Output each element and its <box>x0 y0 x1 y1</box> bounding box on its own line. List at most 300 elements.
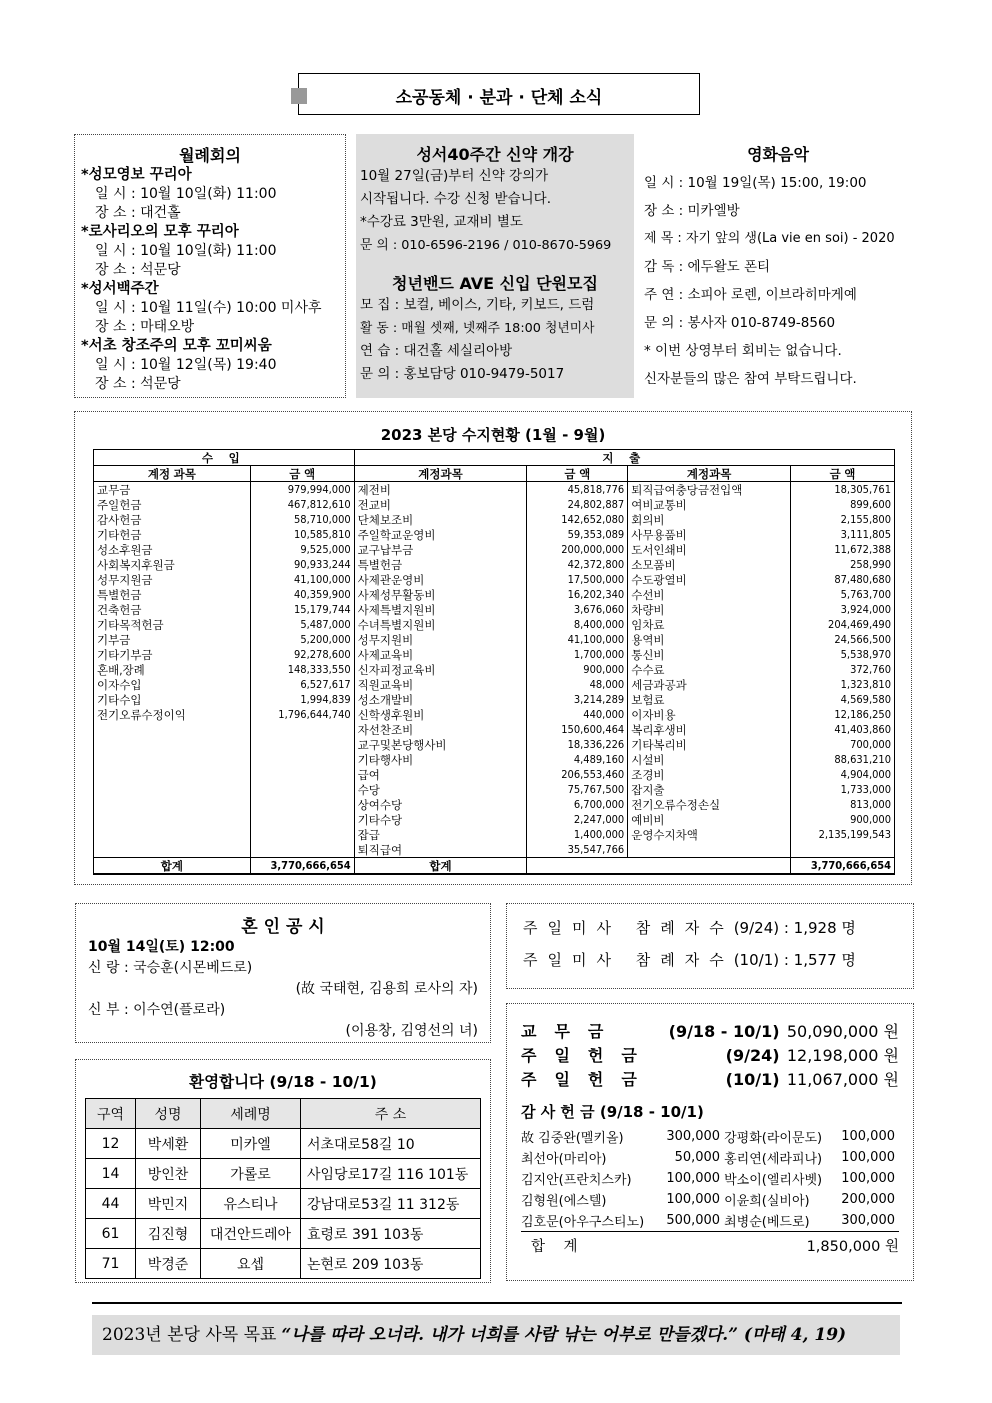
donor: 최선아(마리아) <box>521 1152 607 1167</box>
col-item: 계정과목 <box>354 466 527 482</box>
income-amount <box>250 767 354 782</box>
income-item: 사회복지후원금 <box>94 557 251 572</box>
offering-amount: 50,090,000 원 <box>786 1022 899 1041</box>
address: 논현로 209 103동 <box>301 1249 481 1279</box>
expense-item: 사제교육비 <box>354 647 527 662</box>
movie-line: 일 시 : 10월 19일(목) 15:00, 19:00 <box>644 175 867 191</box>
income-item <box>94 827 251 842</box>
expense-item: 시설비 <box>628 752 791 767</box>
income-amount: 40,359,900 <box>250 587 354 602</box>
expense-amount: 1,733,000 <box>791 782 895 797</box>
expense-amount: 4,569,580 <box>791 692 895 707</box>
col-baptism: 세례명 <box>201 1099 301 1129</box>
bible-line: 시작됩니다. 수강 신청 받습니다. <box>360 191 551 207</box>
expense-amount: 150,600,464 <box>527 722 628 737</box>
income-amount: 1,994,839 <box>250 692 354 707</box>
col-item: 계정 과목 <box>94 466 251 482</box>
expense-item: 상여수당 <box>354 797 527 812</box>
movie-line: 신자분들의 많은 참여 부탁드립니다. <box>644 371 857 387</box>
expense-item: 조경비 <box>628 767 791 782</box>
expense-item: 성소개발비 <box>354 692 527 707</box>
expense-amount: 206,553,460 <box>527 767 628 782</box>
table-row <box>94 722 895 737</box>
baptism-name: 미카엘 <box>201 1129 301 1159</box>
expense-amount: 813,000 <box>791 797 895 812</box>
expense-item: 도서인쇄비 <box>628 542 791 557</box>
expense-amount: 24,802,887 <box>527 497 628 512</box>
meeting-name: *성모영보 꾸리아 <box>81 167 192 183</box>
expense-item: 용역비 <box>628 632 791 647</box>
offering-summary-row <box>521 1044 899 1068</box>
income-item: 혼배,장례 <box>94 662 251 677</box>
movie-line: 문 의 : 봉사자 010-8749-8560 <box>644 315 836 331</box>
finance-group-row <box>94 450 895 466</box>
expense-amount: 87,480,680 <box>791 572 895 587</box>
income-item: 성소후원금 <box>94 542 251 557</box>
expense-item: 전기오류수정손실 <box>628 797 791 812</box>
section-header <box>298 73 700 115</box>
total-expense: 3,770,666,654 <box>791 858 895 875</box>
meeting-item <box>81 223 339 280</box>
income-item: 감사헌금 <box>94 512 251 527</box>
income-amount: 979,994,000 <box>250 482 354 498</box>
offering-summary-row <box>521 1068 899 1092</box>
meeting-place: 장 소 : 석문당 <box>95 262 181 278</box>
finance-title: 2023 본당 수지현황 (1월 - 9월) <box>380 426 606 444</box>
district: 71 <box>86 1249 136 1279</box>
expense-item: 전교비 <box>354 497 527 512</box>
district: 44 <box>86 1189 136 1219</box>
income-amount <box>250 827 354 842</box>
offering-label: 교무금 <box>521 1022 622 1041</box>
income-item: 주일헌금 <box>94 497 251 512</box>
table-row <box>94 647 895 662</box>
expense-amount: 11,672,388 <box>791 542 895 557</box>
donation: 100,000 <box>666 1171 721 1186</box>
expense-item: 수도광열비 <box>628 572 791 587</box>
income-item <box>94 782 251 797</box>
expense-item: 예비비 <box>628 812 791 827</box>
table-row <box>521 1189 899 1210</box>
expense-amount: 3,924,000 <box>791 602 895 617</box>
thanks-title: 감 사 헌 금 (9/18 - 10/1) <box>521 1103 704 1121</box>
donor: 최병순(베드로) <box>724 1210 834 1232</box>
bride-parents: (이용창, 김영선의 녀) <box>345 1023 478 1039</box>
table-row <box>86 1129 481 1159</box>
income-amount: 148,333,550 <box>250 662 354 677</box>
offering-period: (9/18 - 10/1) <box>668 1022 780 1041</box>
table-row <box>94 782 895 797</box>
district: 61 <box>86 1219 136 1249</box>
expense-amount <box>791 842 895 858</box>
income-amount: 41,100,000 <box>250 572 354 587</box>
income-amount <box>250 722 354 737</box>
table-row <box>94 527 895 542</box>
expense-item: 퇴직급여충당금전입액 <box>628 482 791 498</box>
groom: 신 랑 : 국승훈(시몬베드로) <box>88 960 253 976</box>
donor: 김형원(에스텔) <box>521 1194 607 1209</box>
monthly-meeting-box <box>74 134 346 398</box>
bible-line: 문 의 : 010-6596-2196 / 010-8670-5969 <box>360 238 612 253</box>
offering-period: (9/24) <box>725 1046 780 1065</box>
expense-item: 급여 <box>354 767 527 782</box>
band-title: 청년밴드 AVE 신입 단원모집 <box>392 274 598 293</box>
offering-period: (10/1) <box>725 1070 780 1089</box>
expense-amount: 5,763,700 <box>791 587 895 602</box>
address: 사임당로17길 116 101동 <box>301 1159 481 1189</box>
donation: 100,000 <box>841 1129 895 1144</box>
income-amount <box>250 782 354 797</box>
thanks-total <box>521 1232 899 1262</box>
movie-box <box>642 134 914 398</box>
marriage-notice <box>75 903 491 1043</box>
district: 14 <box>86 1159 136 1189</box>
table-row <box>86 1219 481 1249</box>
baptism-name: 대건안드레아 <box>201 1219 301 1249</box>
welcome-header-row <box>86 1099 481 1129</box>
income-item <box>94 722 251 737</box>
expense-amount: 2,135,199,543 <box>791 827 895 842</box>
donor: 강평화(라이문도) <box>724 1131 823 1146</box>
expense-item: 기타복리비 <box>628 737 791 752</box>
attendance-line <box>523 912 897 944</box>
attendance-box <box>506 903 914 989</box>
expense-item: 통신비 <box>628 647 791 662</box>
name: 방인찬 <box>136 1159 201 1189</box>
expense-amount: 59,353,089 <box>527 527 628 542</box>
finance-box <box>74 411 912 885</box>
expense-item: 기타수당 <box>354 812 527 827</box>
expense-item: 임차료 <box>628 617 791 632</box>
meeting-place: 장 소 : 마태오방 <box>95 319 195 335</box>
meeting-item <box>81 166 339 223</box>
table-row <box>86 1189 481 1219</box>
expense-item <box>628 842 791 858</box>
expense-amount: 41,403,860 <box>791 722 895 737</box>
bible-title: 성서40주간 신약 개강 <box>416 145 574 164</box>
welcome-title: 환영합니다 (9/18 - 10/1) <box>189 1073 377 1091</box>
donor: 홍리연(세라피나) <box>724 1152 823 1167</box>
income-item: 특별헌금 <box>94 587 251 602</box>
income-amount <box>250 752 354 767</box>
movie-line: 감 독 : 에두왈도 폰티 <box>644 259 771 275</box>
income-amount: 5,487,000 <box>250 617 354 632</box>
income-amount: 58,710,000 <box>250 512 354 527</box>
expense-item: 주일학교운영비 <box>354 527 527 542</box>
expense-amount: 75,767,500 <box>527 782 628 797</box>
expense-amount: 48,000 <box>527 677 628 692</box>
income-item: 전기오류수정이익 <box>94 707 251 722</box>
baptism-name: 유스티나 <box>201 1189 301 1219</box>
donation: 500,000 <box>659 1210 724 1232</box>
expense-amount: 700,000 <box>791 737 895 752</box>
empty-cell <box>628 858 791 875</box>
footer-prefix: 2023년 본당 사목 목표 <box>102 1325 277 1345</box>
expense-item: 회의비 <box>628 512 791 527</box>
expense-item: 제전비 <box>354 482 527 498</box>
donation: 100,000 <box>666 1192 721 1207</box>
donor: 故 김중완(멜키올) <box>521 1131 624 1146</box>
marriage-date: 10월 14일(토) 12:00 <box>88 939 235 955</box>
expense-item: 퇴직급여 <box>354 842 527 858</box>
table-row <box>94 542 895 557</box>
income-item: 기타기부금 <box>94 647 251 662</box>
total-label: 합 계 <box>531 1239 578 1255</box>
income-amount <box>250 842 354 858</box>
income-amount: 10,585,810 <box>250 527 354 542</box>
expense-amount: 41,100,000 <box>527 632 628 647</box>
expense-amount: 4,489,160 <box>527 752 628 767</box>
expense-item: 기타행사비 <box>354 752 527 767</box>
expense-amount: 4,904,000 <box>791 767 895 782</box>
expense-item: 복리후생비 <box>628 722 791 737</box>
table-row <box>94 662 895 677</box>
col-amount: 금 액 <box>791 466 895 482</box>
attendance-value: : 1,928 명 <box>779 919 856 937</box>
income-amount <box>250 797 354 812</box>
expense-amount: 258,990 <box>791 557 895 572</box>
table-row <box>94 497 895 512</box>
attendance-period: (9/24) <box>733 919 780 937</box>
donation: 200,000 <box>841 1192 895 1207</box>
expense-amount: 204,469,490 <box>791 617 895 632</box>
total-label: 합계 <box>94 858 251 875</box>
movie-line: 제 목 : 자기 앞의 생(La vie en soi) - 2020 <box>644 231 895 246</box>
expense-item: 소모품비 <box>628 557 791 572</box>
table-row <box>94 677 895 692</box>
expense-item: 자선찬조비 <box>354 722 527 737</box>
expense-amount: 18,305,761 <box>791 482 895 498</box>
donor: 김지안(프란치스카) <box>521 1173 632 1188</box>
expense-item: 사제성무활동비 <box>354 587 527 602</box>
expense-amount: 18,336,226 <box>527 737 628 752</box>
expense-amount: 45,818,776 <box>527 482 628 498</box>
movie-title: 영화음악 <box>747 145 809 164</box>
band-line: 활 동 : 매월 셋째, 넷째주 18:00 청년미사 <box>360 321 595 336</box>
expense-item: 교구납부금 <box>354 542 527 557</box>
attendance-label: 주일미사 참례자수 <box>523 919 734 937</box>
attendance-period: (10/1) <box>733 951 780 969</box>
offering-amount: 12,198,000 원 <box>786 1046 899 1065</box>
income-amount: 467,812,610 <box>250 497 354 512</box>
meeting-time: 일 시 : 10월 10일(화) 11:00 <box>95 186 277 202</box>
income-item <box>94 812 251 827</box>
expense-amount: 12,186,250 <box>791 707 895 722</box>
thanks-table <box>521 1126 899 1232</box>
donation: 300,000 <box>834 1210 899 1232</box>
expense-amount: 5,538,970 <box>791 647 895 662</box>
baptism-name: 가롤로 <box>201 1159 301 1189</box>
offering-label: 주일헌금 <box>521 1070 655 1089</box>
meeting-name: *로사리오의 모후 꾸리아 <box>81 224 239 240</box>
expense-amount: 24,566,500 <box>791 632 895 647</box>
expense-amount: 1,323,810 <box>791 677 895 692</box>
expense-item: 수수료 <box>628 662 791 677</box>
income-item: 기타헌금 <box>94 527 251 542</box>
donor: 김호문(아우구스티노) <box>521 1210 659 1232</box>
expense-amount: 35,547,766 <box>527 842 628 858</box>
income-item <box>94 767 251 782</box>
welcome-box <box>75 1059 491 1283</box>
income-amount: 9,525,000 <box>250 542 354 557</box>
income-header: 수 입 <box>94 450 355 466</box>
donation: 50,000 <box>674 1150 721 1165</box>
address: 강남대로53길 11 312동 <box>301 1189 481 1219</box>
expense-amount: 6,700,000 <box>527 797 628 812</box>
income-amount: 1,796,644,740 <box>250 707 354 722</box>
expense-item: 이자비용 <box>628 707 791 722</box>
groom-parents: (故 국태현, 김용희 로사의 자) <box>295 981 478 997</box>
table-row <box>94 632 895 647</box>
col-amount: 금 액 <box>527 466 628 482</box>
table-row <box>94 737 895 752</box>
expense-amount: 17,500,000 <box>527 572 628 587</box>
finance-table <box>93 449 895 875</box>
income-item: 이자수입 <box>94 677 251 692</box>
expense-item: 특별헌금 <box>354 557 527 572</box>
total-income: 3,770,666,654 <box>250 858 354 875</box>
income-item <box>94 842 251 858</box>
meeting-item <box>81 337 339 394</box>
name: 박경준 <box>136 1249 201 1279</box>
expense-amount: 3,676,060 <box>527 602 628 617</box>
address: 서초대로58길 10 <box>301 1129 481 1159</box>
expense-amount: 200,000,000 <box>527 542 628 557</box>
meeting-time: 일 시 : 10월 12일(목) 19:40 <box>95 357 277 373</box>
table-row <box>521 1126 899 1147</box>
name: 박민지 <box>136 1189 201 1219</box>
expense-item: 사무용품비 <box>628 527 791 542</box>
name: 박세환 <box>136 1129 201 1159</box>
attendance-label: 주일미사 참례자수 <box>523 951 734 969</box>
movie-line: 장 소 : 미카엘방 <box>644 203 740 219</box>
expense-amount: 42,372,800 <box>527 557 628 572</box>
table-row <box>94 827 895 842</box>
monthly-title: 월례회의 <box>179 146 241 165</box>
table-row <box>94 482 895 498</box>
bible-line: *수강료 3만원, 교재비 별도 <box>360 214 523 230</box>
table-row <box>94 767 895 782</box>
income-item: 기부금 <box>94 632 251 647</box>
table-row <box>86 1249 481 1279</box>
expense-amount: 88,631,210 <box>791 752 895 767</box>
expense-amount: 2,155,800 <box>791 512 895 527</box>
income-amount: 15,179,744 <box>250 602 354 617</box>
expense-item: 수선비 <box>628 587 791 602</box>
expense-amount: 3,111,805 <box>791 527 895 542</box>
col-name: 성명 <box>136 1099 201 1129</box>
table-row <box>94 707 895 722</box>
table-row <box>94 512 895 527</box>
address: 효령로 391 103동 <box>301 1219 481 1249</box>
total-label: 합계 <box>354 858 527 875</box>
band-line: 모 집 : 보컬, 베이스, 기타, 키보드, 드럼 <box>360 297 595 313</box>
expense-amount: 8,400,000 <box>527 617 628 632</box>
income-amount: 6,527,617 <box>250 677 354 692</box>
income-item: 성무지원금 <box>94 572 251 587</box>
income-amount: 92,278,600 <box>250 647 354 662</box>
donation: 300,000 <box>666 1129 721 1144</box>
movie-line: 주 연 : 소피아 로렌, 이브라히마게예 <box>644 287 857 303</box>
expense-item: 직원교육비 <box>354 677 527 692</box>
movie-line: * 이번 상영부터 회비는 없습니다. <box>644 343 842 359</box>
expense-item: 세금과공과 <box>628 677 791 692</box>
table-row <box>86 1159 481 1189</box>
expense-item: 사제관운영비 <box>354 572 527 587</box>
meeting-place: 장 소 : 석문당 <box>95 376 181 392</box>
expense-amount: 899,600 <box>791 497 895 512</box>
table-row <box>94 557 895 572</box>
col-item: 계정과목 <box>628 466 791 482</box>
attendance-value: : 1,577 명 <box>779 951 856 969</box>
bride: 신 부 : 이수연(플로라) <box>88 1002 226 1018</box>
marriage-title: 혼 인 공 시 <box>241 917 325 937</box>
income-item <box>94 737 251 752</box>
table-row <box>94 587 895 602</box>
table-row <box>521 1147 899 1168</box>
section-title: 소공동체 · 분과 · 단체 소식 <box>395 88 603 108</box>
expense-amount: 900,000 <box>791 812 895 827</box>
expense-item: 잡지출 <box>628 782 791 797</box>
expense-item: 여비교통비 <box>628 497 791 512</box>
expense-item: 사제특별지원비 <box>354 602 527 617</box>
band-line: 문 의 : 홍보담당 010-9479-5017 <box>360 366 565 382</box>
expense-header: 지 출 <box>354 450 894 466</box>
expense-amount: 1,700,000 <box>527 647 628 662</box>
expense-amount: 16,202,340 <box>527 587 628 602</box>
meeting-name: *성서백주간 <box>81 281 159 297</box>
offerings-box <box>506 1003 914 1281</box>
income-item: 교무금 <box>94 482 251 498</box>
table-row <box>94 797 895 812</box>
expense-item: 수당 <box>354 782 527 797</box>
footer-rule <box>92 1302 902 1304</box>
empty-cell <box>527 858 628 875</box>
income-item: 기타목적헌금 <box>94 617 251 632</box>
income-amount: 90,933,244 <box>250 557 354 572</box>
expense-item: 수녀특별지원비 <box>354 617 527 632</box>
expense-item: 운영수지차액 <box>628 827 791 842</box>
footer-banner <box>92 1315 900 1355</box>
col-address: 주 소 <box>301 1099 481 1129</box>
income-amount: 5,200,000 <box>250 632 354 647</box>
expense-amount: 1,400,000 <box>527 827 628 842</box>
offering-summary-row <box>521 1020 899 1044</box>
attendance-line <box>523 944 897 976</box>
table-row <box>94 842 895 858</box>
table-row <box>94 617 895 632</box>
expense-amount: 2,247,000 <box>527 812 628 827</box>
donation: 100,000 <box>841 1171 895 1186</box>
table-row <box>94 602 895 617</box>
donor: 박소이(엘리사벳) <box>724 1173 823 1188</box>
footer-quote: “나를 따라 오너라. 내가 너희를 사람 낚는 어부로 만들겠다.” (마태 4, 19) <box>281 1325 847 1345</box>
table-row <box>94 692 895 707</box>
name: 김진형 <box>136 1219 201 1249</box>
district: 12 <box>86 1129 136 1159</box>
baptism-name: 요셉 <box>201 1249 301 1279</box>
bible-line: 10월 27일(금)부터 신약 강의가 <box>360 168 549 184</box>
expense-item: 교구및본당행사비 <box>354 737 527 752</box>
income-amount <box>250 812 354 827</box>
table-row <box>521 1168 899 1189</box>
table-row <box>94 752 895 767</box>
col-amount: 금 액 <box>250 466 354 482</box>
expense-amount: 142,652,080 <box>527 512 628 527</box>
expense-item: 잡급 <box>354 827 527 842</box>
income-amount <box>250 737 354 752</box>
income-item <box>94 752 251 767</box>
